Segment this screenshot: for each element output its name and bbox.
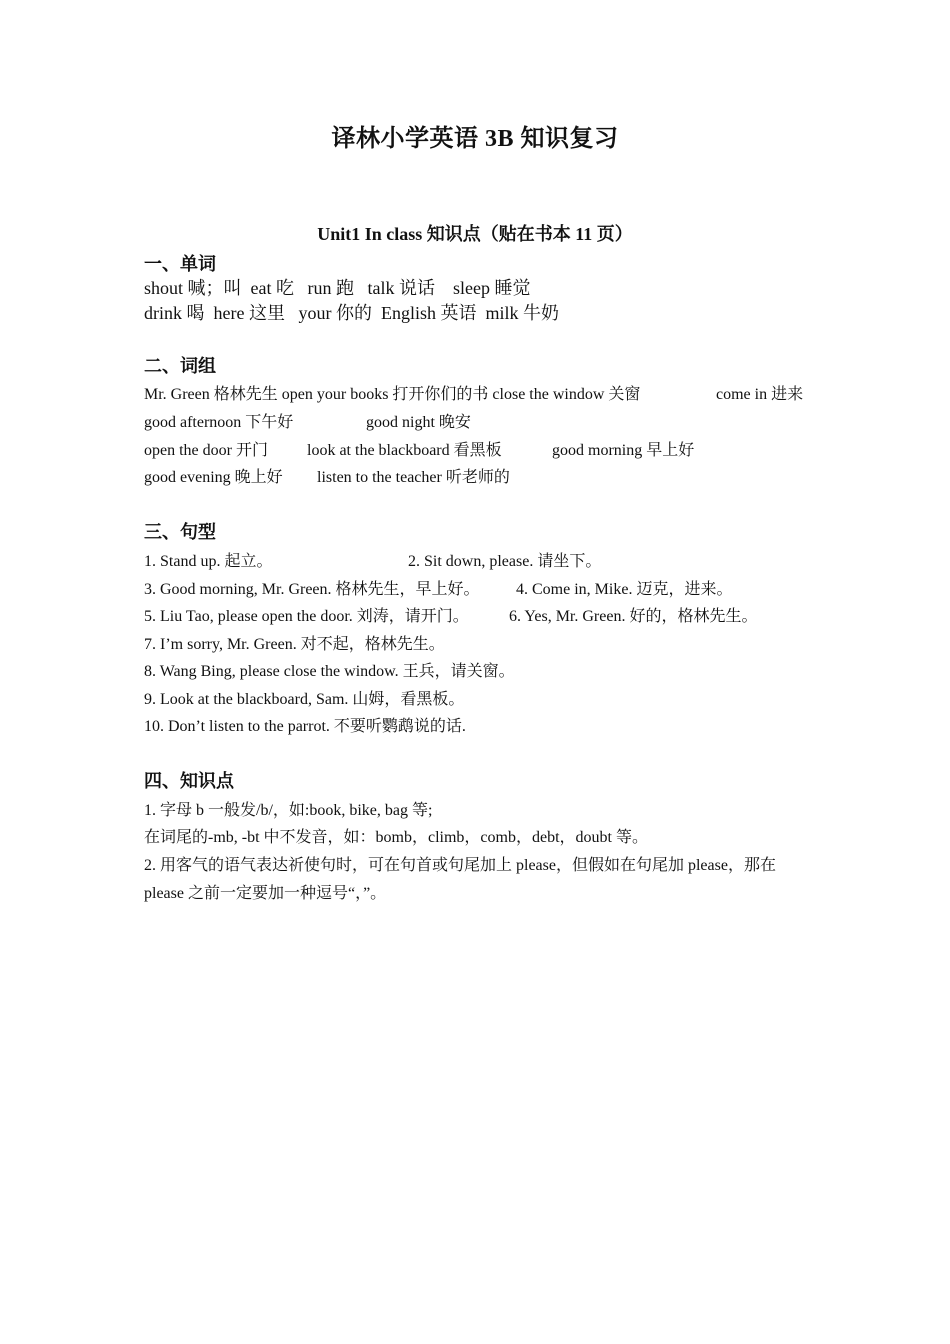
knowledge-line: 在词尾的-mb, -bt 中不发音，如：bomb，climb，comb，debt，doubt 等。 (144, 829, 648, 846)
sentences-heading: 三、句型 (144, 522, 216, 542)
phrase-item: open the door 开门 (144, 442, 268, 459)
knowledge-line: please 之前一定要加一种逗号“，”。 (144, 885, 387, 902)
knowledge-line: 1. 字母 b 一般发/b/，如:book, bike, bag 等; (144, 802, 433, 819)
knowledge-line: 2. 用客气的语气表达祈使句时，可在句首或句尾加上 please，但假如在句尾加 please，那在 (144, 857, 776, 874)
phrase-item: listen to the teacher 听老师的 (317, 469, 510, 486)
sentence-item: 10. Don’t listen to the parrot. 不要听鹦鹉说的话. (144, 718, 466, 735)
phrase-item: Mr. Green 格林先生 open your books 打开你们的书 close the window 关窗 (144, 386, 641, 403)
document-title: 译林小学英语 3B 知识复习 (331, 126, 619, 152)
words-line-1: shout 喊；叫 eat 吃 run 跑 talk 说话 sleep 睡觉 (144, 278, 531, 298)
sentence-item: 2. Sit down, please. 请坐下。 (408, 553, 602, 570)
sentence-item: 9. Look at the blackboard, Sam. 山姆，看黑板。 (144, 691, 465, 708)
phrase-item: good evening 晚上好 (144, 469, 283, 486)
words-line-2: drink 喝 here 这里 your 你的 English 英语 milk 牛奶 (144, 303, 559, 323)
sentence-item: 4. Come in, Mike. 迈克，进来。 (516, 581, 733, 598)
knowledge-heading: 四、知识点 (144, 771, 234, 791)
phrase-item: come in 进来 (716, 386, 804, 403)
sentence-item: 1. Stand up. 起立。 (144, 553, 273, 570)
sentence-item: 6. Yes, Mr. Green. 好的，格林先生。 (509, 608, 758, 625)
phrase-item: good morning 早上好 (552, 442, 695, 459)
sentence-item: 8. Wang Bing, please close the window. 王兵，请关窗。 (144, 663, 515, 680)
sentence-item: 5. Liu Tao, please open the door. 刘涛，请开门。 (144, 608, 469, 625)
sentence-item: 3. Good morning, Mr. Green. 格林先生，早上好。 (144, 581, 480, 598)
phrases-heading: 二、词组 (144, 356, 216, 376)
sentence-item: 7. I’m sorry, Mr. Green. 对不起，格林先生。 (144, 636, 445, 653)
unit-title: Unit1 In class 知识点（贴在书本 11 页） (317, 224, 633, 244)
words-heading: 一、单词 (144, 254, 216, 274)
phrase-item: good night 晚安 (366, 414, 471, 431)
phrase-item: look at the blackboard 看黑板 (307, 442, 502, 459)
phrase-item: good afternoon 下午好 (144, 414, 294, 431)
